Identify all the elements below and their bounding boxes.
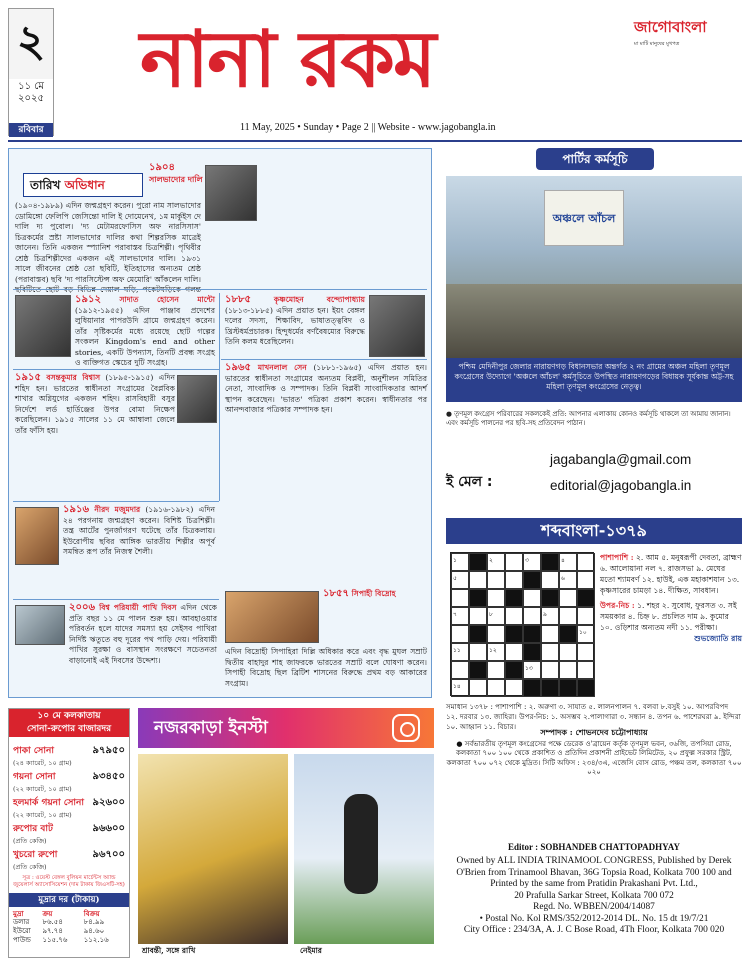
gold-row-value: ৯৩৪৫০: [92, 771, 125, 782]
makhanlal-year: ১৯৬৫: [225, 362, 251, 373]
divider: [221, 359, 427, 360]
sepoy-mutiny-painting: [225, 591, 319, 643]
dali-heading: [149, 163, 203, 184]
forex-cell: ইউরো: [13, 927, 31, 935]
divider: [13, 289, 427, 290]
gold-title-line2: সোনা-রুপোর বাজারদর: [26, 724, 112, 734]
cw-cell: [577, 571, 595, 589]
cw-author: শুভজ্যোতি রায়: [694, 634, 742, 643]
dali-photo: [205, 165, 257, 221]
cw-cell: [559, 643, 577, 661]
cw-cell: [505, 679, 523, 697]
dali-text-cont: [263, 159, 427, 287]
cw-cell: ৫: [451, 571, 469, 589]
cw-black-cell: [541, 553, 559, 571]
sepoy-name: সিপাহী বিদ্রোহ: [351, 589, 396, 598]
cw-down-label: উপর-নিচ :: [600, 601, 635, 610]
tarikh-title: [23, 173, 143, 197]
basanta-name: বসন্তকুমার বিশ্বাস: [46, 373, 101, 382]
krishnamohan-photo: [369, 295, 425, 357]
forex-title: মুদ্রার দর (টাকায়): [9, 893, 129, 907]
cw-across-text: ২. আম ৫. মনুষরূপী দেবতা, ব্রাহ্মণ ৬. আলোয়ানা নল ৭. রাজসভা ৯. মেঘের মতো শ্যামবর্ণ ১২. হাউই, এক মহাকাশযান ১৩. কৃষ্ণসারের চামড়া ১৪. দীক্ষিত, সাবধান।: [600, 553, 742, 595]
forex-cell: ৮৪.৯৯: [83, 918, 105, 926]
makhanlal-text: (১৮৮১-১৯৬৫) এদিন প্রয়াত হন। ভারতের স্বাধীনতা সংগ্রামের অন্যতম বিপ্লবী, অনুশীলন সমিতির নেতা, সাংবাদিক ও সম্পাদক। তিনি বিপ্লবী সাংবাদিকতার আদর্শ স্থাপন করেছেন। 'ভারত' পত্রিকা প্রকাশ করেন। স্বাধীনতার পর আনন্দবাজার পত্রিকার সম্পাদক হন।: [225, 363, 427, 414]
forex-col-header: ক্রয়: [42, 909, 53, 918]
party-programme-box: [446, 148, 742, 518]
editor-english: Editor : SOBHANDEB CHATTOPADHYAY: [508, 842, 680, 852]
imprint-line: Owned by ALL INDIA TRINAMOOL CONGRESS, Published by Derek: [456, 856, 732, 866]
bird-day-text: এদিন থেকে প্রতি বছর ১১ মে পালন শুরু হয়। আবহাওয়ার পরিবর্তন হলে যাদের সমস্যা হয় সেইসব পাখিরা নির্দিষ্ট ঋতুতে বহু দূরের পথ পাড়ি দেয়। পরিযায়ী পাখির সুরক্ষা ও বাসস্থান সংরক্ষণে সচেতনতা বাড়ানোই এই দিবসের উদ্দেশ্য।: [69, 603, 217, 665]
dali-year: ১৯০৪: [149, 162, 175, 173]
masthead-title: [140, 12, 610, 108]
cw-black-cell: [505, 589, 523, 607]
imprint-line: Printed by the same from Pratidin Prakashani Pvt. Ltd.,: [490, 879, 698, 889]
forex-cell: পাউন্ড: [13, 936, 31, 944]
cw-black-cell: [559, 625, 577, 643]
nirad-article: [63, 505, 215, 597]
page-number: ২: [9, 9, 53, 79]
event-crowd: [446, 284, 742, 358]
cw-cell: [541, 643, 559, 661]
forex-col-header: মুদ্রা: [13, 909, 24, 918]
basanta-year: ১৯১৫: [15, 372, 41, 383]
cw-black-cell: [505, 625, 523, 643]
cw-cell: ১২: [487, 643, 505, 661]
editor-bengali: সম্পাদক : শোভনদেব চট্টোপাধ্যায়: [540, 727, 648, 737]
nirad-painting-photo: [15, 507, 59, 565]
krishnamohan-name: কৃষ্ণমোহন বন্দ্যোপাধ্যায়: [273, 295, 365, 304]
insta-photo-neymar: [294, 754, 434, 944]
imprint-line: City Office : 234/3A, A. J. C Bose Road, 4Th Floor, Kolkata 700 020: [463, 925, 725, 935]
cw-cell: ৮: [487, 607, 505, 625]
krishnamohan-year: ১৮৮৫: [225, 294, 251, 305]
cw-cell: [559, 607, 577, 625]
gold-row-value: ৯২৬০০: [92, 797, 125, 808]
cw-black-cell: [469, 661, 487, 679]
party-event-photo: [446, 176, 742, 358]
cw-cell: [487, 661, 505, 679]
insta-caption-2: নেইমার: [300, 946, 322, 955]
forex-row: [13, 927, 125, 936]
krishnamohan-text: (১৮১৩-১৮৮৫) এদিন প্রয়াত হন। ইয়ং বেঙ্গল দলের সদস্য, শিক্ষাবিদ, ভাষাতত্ত্ববিদ ও খ্রিস্টধর্মপ্রচারক। হিন্দুধর্মের বর্ণবৈষম্যের বিরুদ্ধে তিনি কলম ধরেছিলেন।: [225, 305, 365, 346]
crossword-clues: [600, 552, 742, 644]
cw-cell: [487, 625, 505, 643]
cw-across-label: পাশাপাশি :: [600, 553, 634, 562]
forex-cell: ৯৪.৬০: [83, 927, 105, 935]
cw-cell: [505, 553, 523, 571]
gold-source-note: সূত্র : ওয়েস্ট বেঙ্গল বুলিয়ন মার্চেন্টস অ্যান্ড জুয়েলার্স অ্যাসোসিয়েশন (দাম টাকায় জিএসটি-সহ): [13, 875, 125, 888]
gold-row-name: খুচরো রুপো: [13, 850, 58, 860]
divider: [13, 501, 219, 502]
makhanlal-name: মাখনলাল সেন: [257, 363, 307, 372]
imprint-line: 20 Prafulla Sarkar Street, Kolkata 700 072: [514, 890, 674, 901]
cw-cell: [559, 589, 577, 607]
cw-down-clues: [600, 600, 742, 633]
imprint-line: Regd. No. WBBEN/2004/14087: [533, 902, 655, 912]
cw-black-cell: [559, 679, 577, 697]
cw-cell: [577, 553, 595, 571]
bird-photo: [15, 605, 65, 645]
cw-cell: [505, 571, 523, 589]
forex-row: [13, 936, 125, 945]
gold-row-name: রুপোর বাট: [13, 824, 53, 834]
event-banner: অঞ্চলে আঁচল: [544, 190, 624, 246]
crossword-answer: সমাধান ১৩৭৮ : পাশাপাশি : ২. অরুণা ৩. সাযাত ৫. লালনপালন ৭. বলবা ৮.বসুই ১০. আপরবিপদ ১২. দরবার ১৩. জাহিরা। উপর-নিচ: ১. অসম্ভব ২.পালাগারা ৩. সন্ধান ৪. তপন ৬. পাশেরঘরা ৯. ইন্দিরা ১০. আহ্বান ১১. বিচার।: [446, 702, 741, 731]
cw-cell: [469, 679, 487, 697]
cw-cell: ১১: [451, 643, 469, 661]
cw-cell: ১৩: [523, 661, 541, 679]
player-figure: [344, 794, 378, 894]
gold-row: [13, 847, 125, 873]
bird-day-year: ২০০৬: [69, 602, 96, 613]
forex-table: [13, 909, 125, 945]
cw-cell: [523, 607, 541, 625]
tarikh-title-b: অভিধান: [64, 178, 105, 192]
cw-black-cell: [577, 679, 595, 697]
cw-cell: [577, 643, 595, 661]
crossword-title: শব্দবাংলা-১৩৭৯: [446, 518, 742, 544]
imprint-line: O'Brien from Trinamool Bhavan, 36G Topsia Road, Kolkata 700 100 and: [456, 867, 732, 878]
gold-price-title: [9, 709, 129, 737]
masthead-title-text: নানা রকম: [140, 15, 435, 105]
email-label: ই মেল :: [446, 474, 493, 490]
issue-date-year: ২০২৫: [18, 93, 44, 104]
cw-cell: [469, 607, 487, 625]
insta-caption-1: শ্রাবন্তী, সঙ্গে রাখি: [142, 946, 196, 955]
cw-cell: [541, 571, 559, 589]
insta-section: [138, 708, 434, 958]
nirad-text: (১৯১৬-১৯৮২) এদিন ২৪ পরগনায় জন্মগ্রহণ করেন। বিশিষ্ট চিত্রশিল্পী। তন্ত্র আর্টের পুনর্জাগরণ ঘটেছে তাঁর চিত্রকলায়। ইউরোপীয় ছবির আঙ্গিক ভারতীয় শিল্পীর অপূর্ব সমন্বিত রূপ তাঁর নিজস্ব শৈলী।: [63, 505, 215, 556]
cw-cell: ১৪: [451, 679, 469, 697]
cw-black-cell: [469, 553, 487, 571]
imprint-bengali: [446, 728, 742, 778]
page-number-box: [8, 8, 54, 136]
gold-row-unit: (২৪ ক্যারেট, ১০ গ্রাম): [13, 759, 72, 767]
cw-across-clues: [600, 552, 742, 596]
cw-black-cell: [469, 625, 487, 643]
tarikh-title-a: তারিখ: [30, 178, 61, 192]
gold-row-name: গয়না সোনা: [13, 772, 56, 782]
cw-cell: [451, 661, 469, 679]
gold-row-unit: (২২ ক্যারেট, ১০ গ্রাম): [13, 785, 72, 793]
party-programme-title: পার্টির কর্মসূচি: [536, 148, 654, 170]
manto-year: ১৯১২: [75, 294, 101, 305]
cw-cell: ৭: [451, 607, 469, 625]
gold-row: [13, 795, 125, 821]
gold-row-name: পাকা সোনা: [13, 746, 54, 756]
cw-cell: ৪: [559, 553, 577, 571]
cw-cell: ৬: [559, 571, 577, 589]
cw-cell: [541, 661, 559, 679]
party-note: ● তৃণমূল কংগ্রেস পরিবারের সকলকেই প্রতি: আপনার এলাকায় কোনও কর্মসূচি থাকলে তা আমায় জানান। এবং কর্মসূচি পালনের পর ছবি-সহ প্রতিবেদন পাঠান।: [446, 410, 731, 427]
cw-black-cell: [523, 571, 541, 589]
forex-col-header: বিক্রয়: [83, 909, 100, 918]
brand-logo: [634, 16, 742, 49]
bird-day-article: [69, 603, 217, 695]
gold-row: [13, 769, 125, 795]
cw-cell: [505, 643, 523, 661]
email-address-2[interactable]: editorial@jagobangla.in: [550, 478, 692, 493]
gold-row-unit: (২২ ক্যারেট, ১০ গ্রাম): [13, 811, 72, 819]
cw-down-text: ১. শহর ২. সুবোধ, ফুরসত ৩. সই সময়কার ৪. চিহ্ন ৮. প্রচলিত দাম ৯. কুমোর ১০. ওড়িশার অন্যতম নদী ১১. পরীক্ষা।: [600, 601, 737, 632]
bird-day-name: বিশ্ব পরিযায়ী পাখি দিবস: [99, 603, 177, 612]
cw-cell: ১: [451, 553, 469, 571]
cw-cell: [469, 643, 487, 661]
cw-cell: [487, 571, 505, 589]
nirad-year: ১৯১৬: [63, 504, 89, 515]
brand-logo-tagline: মা মাটি মানুষের মুখপত্র: [634, 41, 680, 47]
cw-cell: [523, 589, 541, 607]
issue-date-day: ১১ মে: [18, 81, 44, 92]
gold-row-unit: (প্রতি কেজি): [13, 863, 47, 871]
cw-black-cell: [469, 589, 487, 607]
brand-logo-name: জাগোবাংলা: [634, 18, 707, 36]
header-rule: [8, 140, 742, 142]
cw-cell: [577, 661, 595, 679]
forex-cell: ডলার: [13, 918, 30, 926]
makhanlal-article: [225, 363, 427, 499]
basanta-text: (১৮৯৫-১৯১৫) এদিন শহিদ হন। ভারতের স্বাধীনতা সংগ্রামের বৈপ্লবিক শাখার অগ্নিযুগের একজন শহিদ। রাসবিহারী বসুর নির্দেশে লর্ড হার্ডিঞ্জের উপর বোমা নিক্ষেপ করেছিলেন। ১৯১৫ সালের ১১ মে আম্বালা জেলে তাঁর ফাঁসি হয়।: [15, 373, 175, 435]
cw-black-cell: [505, 661, 523, 679]
gold-row-value: ৯৬৬০০: [92, 823, 125, 834]
cw-cell: [451, 589, 469, 607]
gold-row: [13, 821, 125, 847]
imprint-line: • Postal No. Kol RMS/352/2012-2014 DL. No. 15 dt 19/7/21: [479, 913, 709, 924]
issue-weekday: রবিবার: [9, 123, 53, 137]
page-subline: 11 May, 2025 • Sunday • Page 2 || Website - www.jagobangla.in: [240, 122, 496, 133]
gold-title-line1: ১০ মে কলকাতায়: [37, 711, 101, 721]
instagram-icon: [392, 714, 420, 742]
cw-black-cell: [523, 643, 541, 661]
cw-black-cell: [523, 625, 541, 643]
forex-cell: ৮৬.৫৪: [42, 918, 63, 926]
forex-cell: ১১২.১৬: [83, 936, 109, 944]
krishnamohan-article: [225, 295, 365, 359]
nirad-name: নীরদ মজুমদার: [94, 505, 141, 514]
sepoy-heading-block: [323, 589, 427, 649]
gold-row: [13, 743, 125, 769]
cw-cell: [505, 607, 523, 625]
cw-cell: [541, 625, 559, 643]
cw-cell: [559, 661, 577, 679]
cw-cell: ১০: [577, 625, 595, 643]
cw-cell: [487, 679, 505, 697]
manto-text: (১৯১২-১৯৫৫) এদিন পাঞ্জাব প্রদেশের লুধিয়ানার পাপরউদি গ্রামে জন্মগ্রহণ করেন। তাঁর সৃষ্টিকর্মের মধ্যে রয়েছে ছোট গল্পের সংকলন Kingdom's end and other stories, একটি উপন্যাস, তিনটি প্রবন্ধ সংগ্রহ ও ব্যক্তিগত স্কেচের দুটি সংগ্রহ।: [75, 305, 215, 367]
cw-cell: ৯: [541, 607, 559, 625]
gold-row-unit: (প্রতি কেজি): [13, 837, 47, 845]
divider: [13, 369, 219, 370]
basanta-photo: [177, 375, 217, 423]
insta-title-text: নজরকাড়া ইনস্টা: [154, 718, 268, 738]
cw-cell: [451, 625, 469, 643]
cw-cell: ৩: [523, 553, 541, 571]
manto-name: সাদাত হোসেন মান্টো: [119, 295, 215, 304]
insta-photo-celebs: [138, 754, 288, 944]
imprint-bengali-text: ● সর্বভারতীয় তৃণমূল কংগ্রেসের পক্ষে ডেরেক ও'ব্রায়েন কর্তৃক তৃণমূল ভবন, ৩৬জি, তপসিয়া রোড, কলকাতা ৭০০ ১০০ থেকে প্রকাশিত ও প্রতিদিন প্রকাশনী প্রাইভেট লিমিটেড, ২০ প্রফুল্ল সরকার স্ট্রিট, কলকাতা ৭০০ ০৭২ থেকে মুদ্রিত। সিটি অফিস : ২৩৪/৩এ, এজেসি বোস রোড, পঞ্চম তল, কলকাতা ৭০০ ০২০: [446, 739, 742, 776]
sepoy-text: এদিন বিদ্রোহী সিপাহিরা দিল্লি অধিকার করে এবং বৃদ্ধ মুঘল সম্রাট দ্বিতীয় বাহাদুর শাহ জাফরকে ভারতের সম্রাট বলে ঘোষণা করেন। সিপাহী বিদ্রোহ ছিল ব্রিটিশ শাসনের বিরুদ্ধে প্রথম বড় আকারের সংগ্রাম।: [225, 647, 427, 688]
cw-cell: [469, 571, 487, 589]
divider: [13, 599, 219, 600]
divider: [219, 293, 220, 501]
gold-row-name: হলমার্ক গয়না সোনা: [13, 798, 84, 808]
cw-black-cell: [541, 589, 559, 607]
dali-text: (১৯০৪-১৯৮৯) এদিন জন্মগ্রহণ করেন। পুরো নাম সালভাদোর ডোমিঙ্গো ফেলিপি জেসিন্তো দালি ই দোমেনেখ, ১ম মার্কুইস দে দালি দ্য পুবোল। 'দ্য মেটামরফোসিস অফ নারসিসাস' চিত্রকর্মের স্রষ্টা সালভাদোর দালির কথা শিল্পরসিক মাত্রেই জানেন। তিনি একজন স্প্যানিশ পরাবাস্তব চিত্রশিল্পী। পৃথিবীর শ্রেষ্ঠ চিত্রশিল্পীদের একজন এই সালভাদোর দালি। ১৯৩১ সালে জীবনের শ্রেষ্ঠ তো ছবিটি, ইতিহাসের অন্যতম শ্রেষ্ঠ (পরাবাস্তব) ছবি 'দ্য পারসিস্টেন্স অফ মেমোরি' আঁকলেন দালি।: [15, 201, 201, 284]
cw-cell: ২: [487, 553, 505, 571]
dali-name: সালভাদোর দালি: [149, 173, 203, 184]
forex-cell: ৯৭.৭৪: [42, 927, 63, 935]
cw-cell: [487, 589, 505, 607]
email-address-1[interactable]: jagabangla@gmail.com: [550, 452, 692, 467]
basanta-article: [15, 373, 175, 497]
forex-row: [13, 918, 125, 927]
masthead: [140, 12, 610, 112]
cw-black-cell: [577, 589, 595, 607]
cw-black-cell: [541, 679, 559, 697]
forex-header-row: [13, 909, 125, 918]
manto-article: [75, 295, 215, 367]
insta-title: [138, 708, 434, 748]
crossword-grid: [450, 552, 594, 696]
sepoy-year: ১৮৫৭: [323, 588, 349, 599]
forex-cell: ১১৫.৭৬: [42, 936, 68, 944]
tarikh-abhidhan-panel: [8, 148, 432, 698]
cw-cell: [577, 607, 595, 625]
manto-photo: [15, 295, 71, 357]
gold-row-value: ৯৬৭০০: [92, 849, 125, 860]
gold-row-value: ৯৭৯৫০: [92, 745, 125, 756]
gold-price-box: [8, 708, 130, 958]
imprint-english: [446, 856, 742, 937]
party-photo-caption: পশ্চিম মেদিনীপুর জেলার নারায়ণগড় বিধানসভার অন্তর্গত ২ নং গ্রামের অঞ্চল মহিলা তৃণমূল কংগ্রেসের উদ্যোগে 'অঞ্চলে আঁচল' কর্মসূচিতে উপস্থিত নারায়ণগড়ের বিধায়ক সূর্যকান্ত অট্ট-সহ মহিলা তৃণমূল কংগ্রেসের নেতৃত্ব।: [446, 358, 742, 402]
cw-black-cell: [523, 679, 541, 697]
issue-date: [9, 81, 53, 105]
